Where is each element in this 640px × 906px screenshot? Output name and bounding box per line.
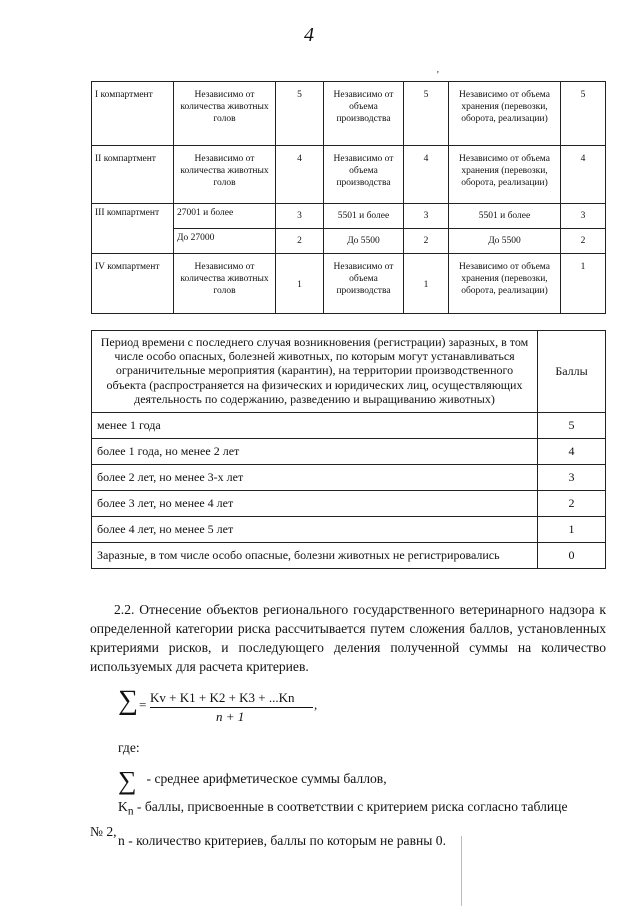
points-cell: 3 xyxy=(538,465,606,491)
kn-definition-line xyxy=(90,797,606,822)
table-row xyxy=(92,543,606,569)
animals-criterion: 27001 и более xyxy=(174,204,276,229)
production-criterion: Независимо от объема производства xyxy=(324,82,404,146)
equals-sign: = xyxy=(139,697,147,712)
n-definition: n - количество критериев, баллы по которым не равны 0. xyxy=(118,833,447,848)
animals-points: 5 xyxy=(276,82,324,146)
scan-line xyxy=(461,836,462,906)
where-label: где: xyxy=(118,740,140,755)
animals-points: 4 xyxy=(276,146,324,204)
storage-points: 4 xyxy=(561,146,606,204)
period-table xyxy=(91,330,606,569)
kn-subscript: n xyxy=(127,805,134,818)
animals-points: 3 xyxy=(276,204,324,229)
table-row xyxy=(92,413,606,439)
table-row xyxy=(92,439,606,465)
storage-criterion: Независимо от объема хранения (перевозки, оборота, реализации) xyxy=(449,254,561,314)
storage-points: 5 xyxy=(561,82,606,146)
production-criterion: Независимо от объема производства xyxy=(324,254,404,314)
formula-denominator: n + 1 xyxy=(216,709,245,724)
compartment-table xyxy=(91,81,606,314)
period-cell: более 3 лет, но менее 4 лет xyxy=(92,491,538,517)
sigma-definition-text: - среднее арифметическое суммы баллов, xyxy=(146,771,387,786)
table-row xyxy=(92,204,606,229)
animals-criterion: Независимо от количества животных голов xyxy=(174,146,276,204)
animals-criterion: Независимо от количества животных голов xyxy=(174,254,276,314)
points-header: Баллы xyxy=(538,331,606,413)
page-mark: ' xyxy=(437,70,439,81)
animals-points: 1 xyxy=(276,254,324,314)
table-row xyxy=(92,517,606,543)
table-row xyxy=(92,82,606,146)
compartment-label: I компартмент xyxy=(92,82,174,146)
page-number: 4 xyxy=(304,24,314,46)
production-points: 5 xyxy=(404,82,449,146)
animals-points: 2 xyxy=(276,229,324,254)
points-cell: 2 xyxy=(538,491,606,517)
production-points: 1 xyxy=(404,254,449,314)
animals-criterion: Независимо от количества животных голов xyxy=(174,82,276,146)
table-row xyxy=(92,254,606,314)
compartment-label: II компартмент xyxy=(92,146,174,204)
period-cell: более 1 года, но менее 2 лет xyxy=(92,439,538,465)
storage-points: 3 xyxy=(561,204,606,229)
storage-criterion: До 5500 xyxy=(449,229,561,254)
period-header: Период времени с последнего случая возникновения (регистрации) заразных, в том числе особо опасных, болезней животных, по которым могут устанавливаться ограничительные мероприятия (карантин), на территории производственного объекта (распространяется на физических и юридических лиц, осуществляющих деятельность по содержанию, разведению и выращиванию животных) xyxy=(92,331,538,413)
formula-numerator: Kv + K1 + K2 + K3 + ...Kn xyxy=(150,690,295,705)
sum-symbol: ∑ xyxy=(118,685,138,716)
production-criterion: До 5500 xyxy=(324,229,404,254)
storage-criterion: Независимо от объема хранения (перевозки, оборота, реализации) xyxy=(449,146,561,204)
paragraph-2-2 xyxy=(90,600,606,676)
paragraph-text: 2.2. Отнесение объектов регионального государственного ветеринарного надзора к определенной категории риска рассчитывается путем сложения баллов, установленных критериями рисков, и последующего деления полученной суммы на количество используемых для расчета критериев. xyxy=(90,602,606,674)
production-criterion: Независимо от объема производства xyxy=(324,146,404,204)
storage-points: 1 xyxy=(561,254,606,314)
period-cell: более 4 лет, но менее 5 лет xyxy=(92,517,538,543)
period-cell: Заразные, в том числе особо опасные, болезни животных не регистрировались xyxy=(92,543,538,569)
points-cell: 5 xyxy=(538,413,606,439)
sigma-definition xyxy=(118,766,387,796)
points-cell: 1 xyxy=(538,517,606,543)
period-cell: более 2 лет, но менее 3-х лет xyxy=(92,465,538,491)
storage-criterion: Независимо от объема хранения (перевозки, оборота, реализации) xyxy=(449,82,561,146)
table-row xyxy=(92,491,606,517)
table-row xyxy=(92,146,606,204)
kn-definition-text: - баллы, присвоенные в соответствии с критерием риска согласно таблице xyxy=(133,799,568,814)
production-points: 2 xyxy=(404,229,449,254)
points-cell: 4 xyxy=(538,439,606,465)
kn-symbol: K xyxy=(118,799,128,814)
formula-comma: , xyxy=(314,697,318,712)
production-criterion: 5501 и более xyxy=(324,204,404,229)
compartment-label: III компартмент xyxy=(92,204,174,254)
animals-criterion: До 27000 xyxy=(174,229,276,254)
storage-points: 2 xyxy=(561,229,606,254)
table-header-row xyxy=(92,331,606,413)
production-points: 4 xyxy=(404,146,449,204)
table-row xyxy=(92,465,606,491)
kn-definition-continuation: № 2, xyxy=(90,823,117,839)
period-cell: менее 1 года xyxy=(92,413,538,439)
sum-symbol: ∑ xyxy=(118,766,137,795)
production-points: 3 xyxy=(404,204,449,229)
points-cell: 0 xyxy=(538,543,606,569)
compartment-label: IV компартмент xyxy=(92,254,174,314)
fraction-line xyxy=(150,707,313,708)
storage-criterion: 5501 и более xyxy=(449,204,561,229)
